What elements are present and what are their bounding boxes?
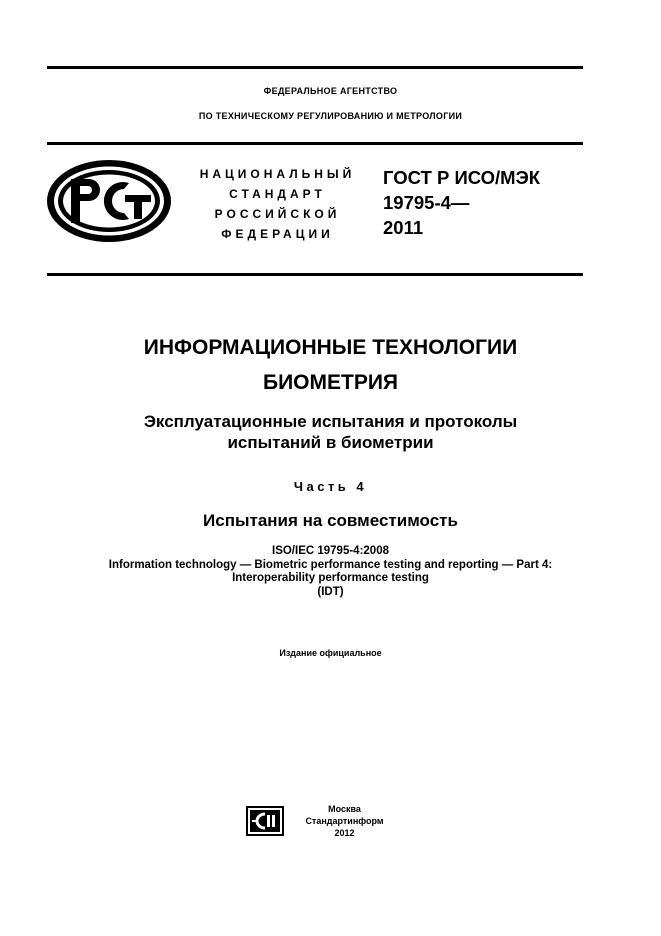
part-title: Испытания на совместимость bbox=[203, 511, 458, 530]
standard-code bbox=[383, 165, 540, 240]
subtitle-line-2: испытаний в биометрии bbox=[227, 433, 434, 452]
standard-code-line-3: 2011 bbox=[383, 217, 424, 238]
standard-code-line-2: 19795-4— bbox=[383, 192, 470, 213]
agency-line-1: ФЕДЕРАЛЬНОЕ АГЕНТСТВО bbox=[263, 86, 398, 96]
part-number: Часть 4 bbox=[293, 479, 368, 494]
national-line-4: ФЕДЕРАЦИИ bbox=[221, 227, 334, 241]
national-line-2: СТАНДАРТ bbox=[229, 187, 326, 201]
iso-english-line-1: Information technology — Biometric performance testing and reporting — Part 4: bbox=[108, 558, 553, 571]
iso-english-line-2: Interoperability performance testing bbox=[232, 572, 429, 584]
agency-line-2: ПО ТЕХНИЧЕСКОМУ РЕГУЛИРОВАНИЮ И МЕТРОЛОГИИ bbox=[198, 111, 463, 121]
standard-code-line-1: ГОСТ Р ИСО/МЭК bbox=[383, 167, 541, 188]
top-rule bbox=[47, 66, 583, 69]
publisher-city: Москва bbox=[328, 804, 361, 814]
sub-main-title: БИОМЕТРИЯ bbox=[262, 371, 399, 394]
publisher-year: 2012 bbox=[334, 828, 355, 838]
national-line-3: РОССИЙСКОЙ bbox=[214, 207, 341, 221]
middle-rule bbox=[47, 142, 583, 145]
iso-number: ISO/IEC 19795-4:2008 bbox=[272, 545, 389, 557]
national-line-1: НАЦИОНАЛЬНЫЙ bbox=[199, 167, 356, 181]
gost-r-logo-icon bbox=[45, 158, 173, 244]
official-edition: Издание официальное bbox=[279, 648, 382, 658]
main-title: ИНФОРМАЦИОННЫЕ ТЕХНОЛОГИИ bbox=[143, 336, 518, 359]
iso-idt: (IDT) bbox=[317, 585, 344, 598]
subtitle bbox=[0, 411, 661, 453]
publisher-name: Стандартинформ bbox=[305, 816, 384, 826]
iso-reference bbox=[0, 545, 661, 599]
standartinform-logo-icon bbox=[246, 806, 284, 836]
national-standard-label bbox=[190, 164, 365, 244]
publisher-block bbox=[292, 803, 397, 839]
bottom-rule bbox=[47, 273, 583, 276]
subtitle-line-1: Эксплуатационные испытания и протоколы bbox=[143, 412, 518, 431]
